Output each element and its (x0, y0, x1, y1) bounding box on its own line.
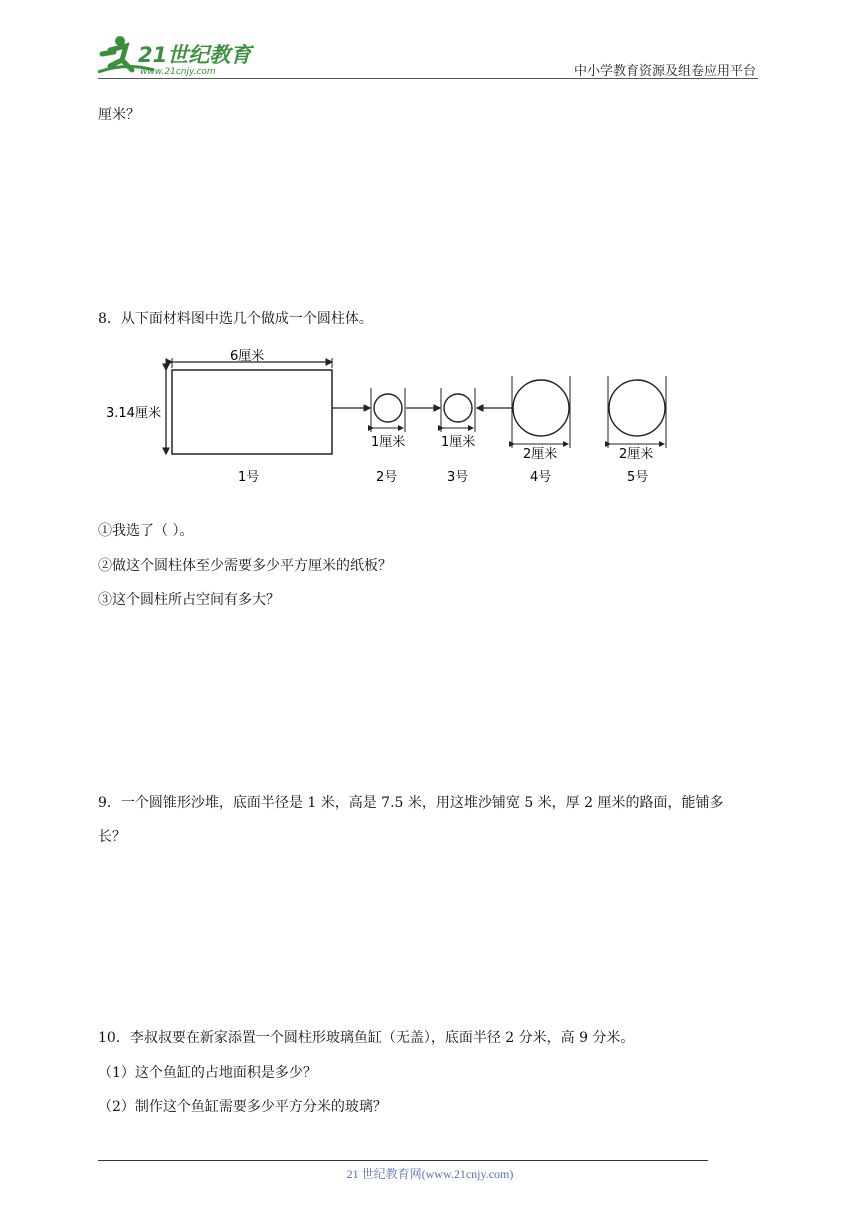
label-2: 2号 (376, 470, 398, 485)
footer-link[interactable]: 21 世纪教育网(www.21cnjy.com) (346, 1167, 514, 1181)
logo-url: www.21cnjy.com (140, 67, 216, 77)
q10-title: 10．李叔叔要在新家添置一个圆柱形玻璃鱼缸（无盖），底面半径 2 分米，高 9 分米。 (98, 1030, 635, 1046)
header-divider (98, 78, 758, 79)
site-logo (96, 32, 266, 78)
label-1: 1号 (238, 470, 260, 485)
circle-5-diameter: 2厘米 (619, 447, 654, 462)
circle-2-diameter: 1厘米 (371, 435, 406, 450)
circle-4-diameter: 2厘米 (523, 447, 558, 462)
header-platform-text: 中小学教育资源及组卷应用平台 (573, 64, 756, 79)
rectangle-1 (172, 370, 332, 454)
q8-sub1: ①我选了（ ）。 (98, 523, 194, 539)
circle-4 (513, 380, 569, 436)
q8-sub2: ②做这个圆柱体至少需要多少平方厘米的纸板？ (98, 558, 392, 574)
q7-continuation: 厘米？ (98, 107, 140, 123)
label-5: 5号 (627, 470, 649, 485)
q8-material-figure (100, 340, 680, 490)
q9-line2: 长？ (98, 829, 126, 845)
label-4: 4号 (530, 470, 552, 485)
label-3: 3号 (447, 470, 469, 485)
rect-height-label: 3.14厘米 (106, 406, 161, 421)
q8-sub3: ③这个圆柱所占空间有多大？ (98, 592, 280, 608)
rect-width-label: 6厘米 (230, 349, 265, 364)
circle-3-diameter: 1厘米 (441, 435, 476, 450)
circle-5 (609, 380, 665, 436)
runner-logo-icon (96, 32, 266, 78)
q8-title: 8．从下面材料图中选几个做成一个圆柱体。 (98, 311, 373, 327)
circle-2 (374, 394, 402, 422)
q10-sub1: （1）这个鱼缸的占地面积是多少？ (98, 1065, 317, 1081)
q9-line1: 9．一个圆锥形沙堆，底面半径是 1 米，高是 7.5 米，用这堆沙铺宽 5 米，厚 2 厘米的路面，能铺多 (98, 795, 724, 811)
circle-3 (444, 394, 472, 422)
logo-title: 21世纪教育 (138, 43, 252, 67)
footer-divider (98, 1160, 708, 1161)
q10-sub2: （2）制作这个鱼缸需要多少平方分米的玻璃？ (98, 1099, 387, 1115)
